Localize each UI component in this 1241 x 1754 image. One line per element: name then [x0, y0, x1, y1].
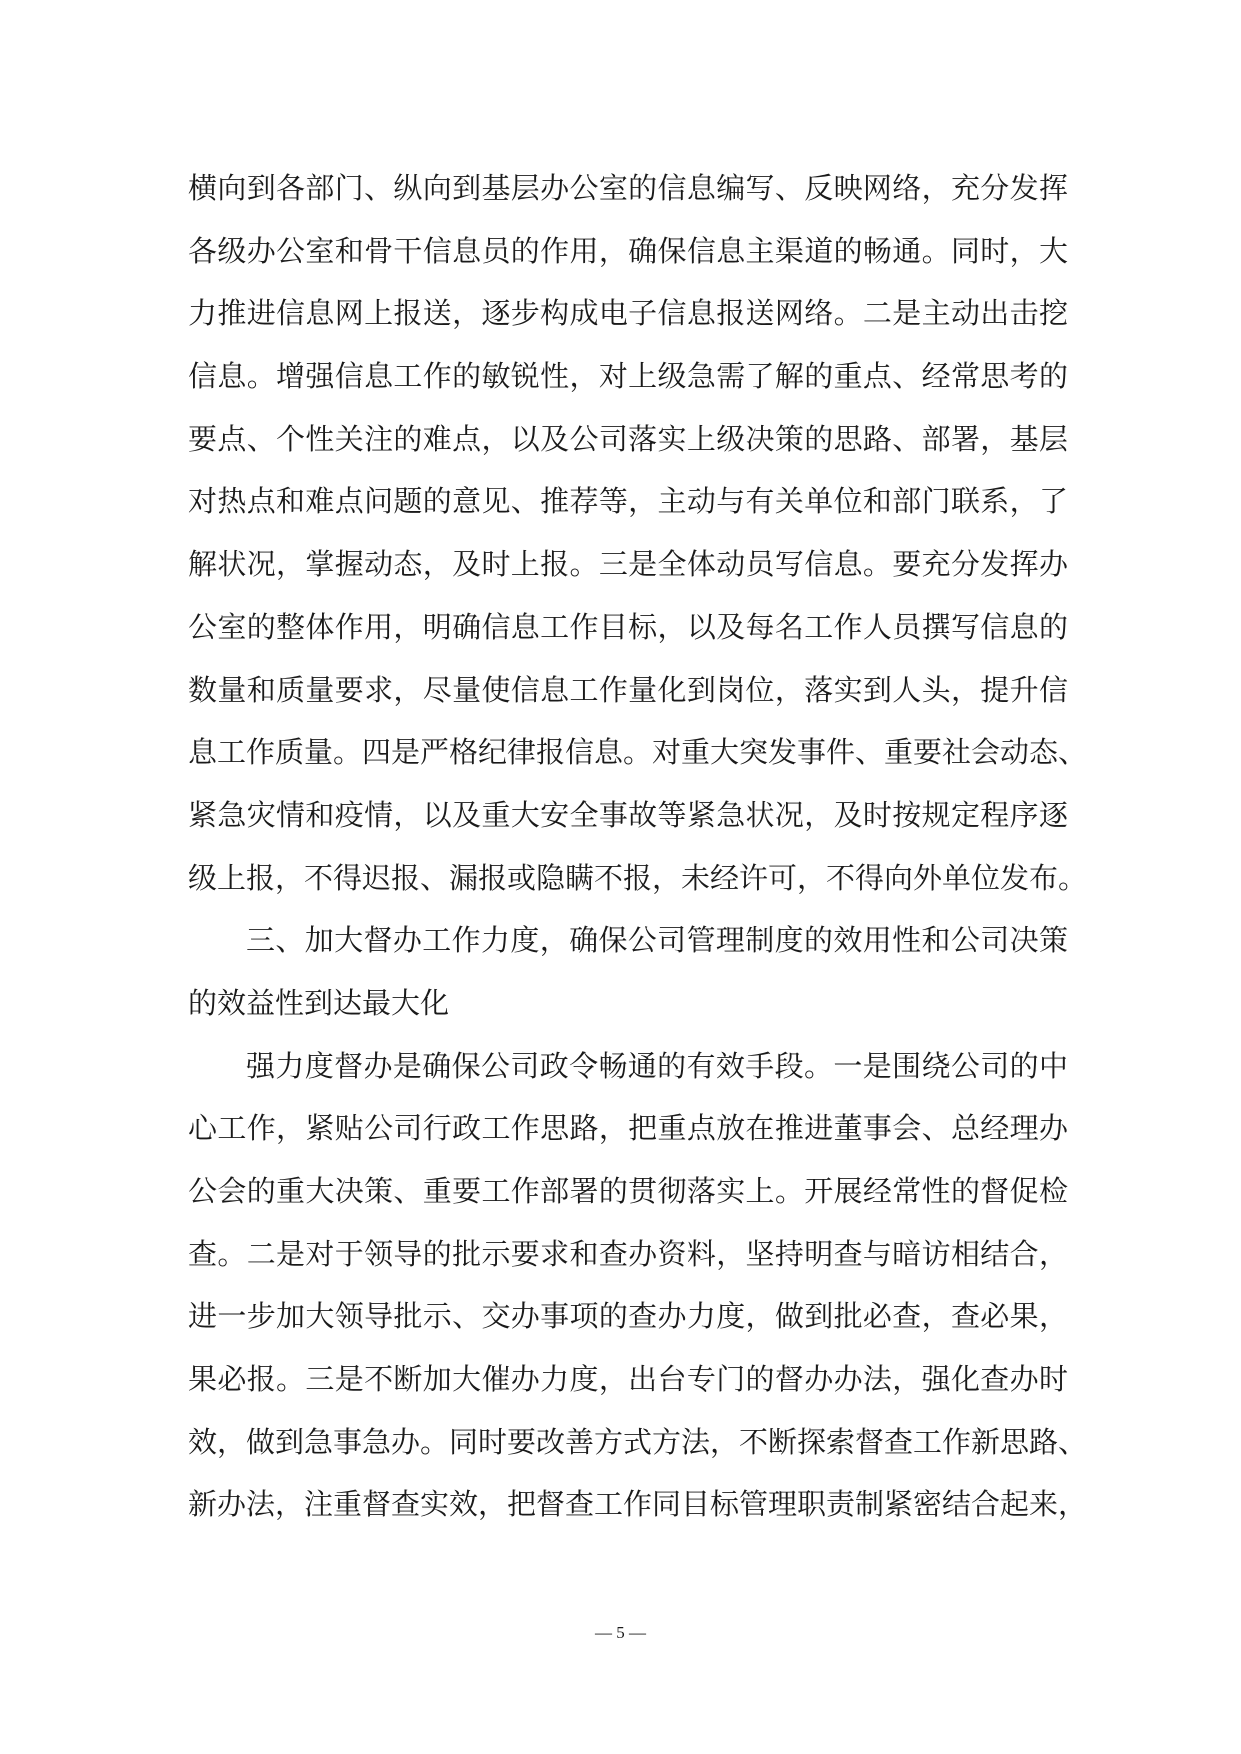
text-line: 公室的整体作用，明确信息工作目标，以及每名工作人员撰写信息的 [188, 609, 1068, 644]
text-line: 紧急灾情和疫情，以及重大安全事故等紧急状况，及时按规定程序逐 [188, 797, 1068, 832]
text-line: 各级办公室和骨干信息员的作用，确保信息主渠道的畅通。同时，大 [188, 233, 1068, 268]
text-line: 横向到各部门、纵向到基层办公室的信息编写、反映网络，充分发挥 [188, 171, 1068, 205]
text-line: 果必报。三是不断加大催办力度，出台专门的督办办法，强化查办时 [188, 1362, 1068, 1397]
text-line: 心工作，紧贴公司行政工作思路，把重点放在推进董事会、总经理办 [188, 1111, 1068, 1146]
text-line: 信息。增强信息工作的敏锐性，对上级急需了解的重点、经常思考的 [188, 359, 1068, 394]
body-text [188, 157, 1088, 1536]
text-line: 强力度督办是确保公司政令畅通的有效手段。一是围绕公司的中 [246, 1048, 1068, 1083]
text-line: 息工作质量。四是严格纪律报信息。对重大突发事件、重要社会动态、 [188, 735, 1088, 770]
text-line: 效，做到急事急办。同时要改善方式方法，不断探索督查工作新思路、 [188, 1424, 1088, 1459]
text-line: 进一步加大领导批示、交办事项的查办力度，做到批必查，查必果， [188, 1299, 1068, 1334]
page-number: — 5 — [595, 1623, 646, 1642]
text-line: 级上报，不得迟报、漏报或隐瞒不报，未经许可，不得向外单位发布。 [188, 860, 1088, 895]
text-line: 力推进信息网上报送，逐步构成电子信息报送网络。二是主动出击挖 [188, 296, 1068, 331]
text-line: 的效益性到达最大化 [188, 985, 450, 1020]
text-line: 公会的重大决策、重要工作部署的贯彻落实上。开展经常性的督促检 [188, 1174, 1068, 1208]
text-line: 新办法，注重督查实效，把督查工作同目标管理职责制紧密结合起来， [188, 1487, 1088, 1522]
text-line: 查。二是对于领导的批示要求和查办资料，坚持明查与暗访相结合， [188, 1236, 1068, 1271]
text-line: 要点、个性关注的难点，以及公司落实上级决策的思路、部署，基层 [188, 421, 1068, 456]
text-line: 解状况，掌握动态，及时上报。三是全体动员写信息。要充分发挥办 [188, 547, 1068, 582]
text-line: 对热点和难点问题的意见、推荐等，主动与有关单位和部门联系，了 [188, 484, 1068, 519]
text-line: 数量和质量要求，尽量使信息工作量化到岗位，落实到人头，提升信 [188, 672, 1068, 707]
text-line: 三、加大督办工作力度，确保公司管理制度的效用性和公司决策 [246, 923, 1068, 958]
